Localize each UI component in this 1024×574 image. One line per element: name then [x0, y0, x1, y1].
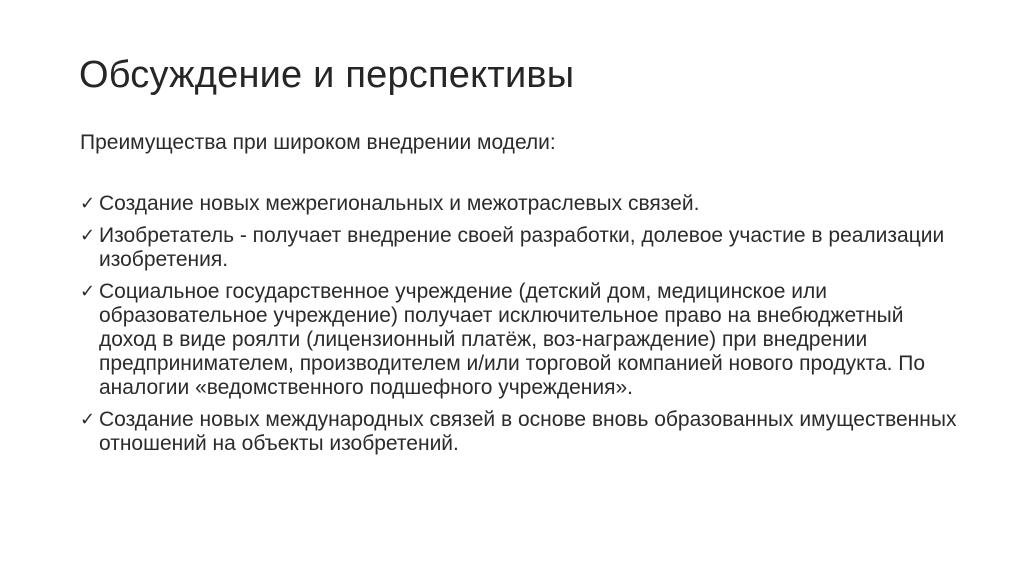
- list-item: [80, 408, 960, 456]
- check-icon: ✓: [80, 193, 96, 214]
- list-item: [80, 224, 960, 272]
- list-item-text: Социальное государственное учреждение (детский дом, медицинское или образовательное учреждение) получает исключительное право на внебюджетный доход в виде роялти (лицензионный платёж, воз-награждение) при внедрении предпринимателем, производителем и/или торговой компанией нового продукта. По аналогии «ведомственного подшефного учреждения».: [99, 280, 926, 399]
- check-icon: ✓: [80, 409, 96, 430]
- check-icon: ✓: [80, 281, 96, 302]
- advantages-list: [80, 192, 960, 464]
- list-item: [80, 280, 960, 400]
- check-icon: ✓: [80, 225, 96, 246]
- list-item-text: Создание новых межрегиональных и межотраслевых связей.: [99, 192, 700, 215]
- list-item-text: Изобретатель - получает внедрение своей разработки, долевое участие в реализации изобретения.: [99, 224, 945, 271]
- intro-text: Преимущества при широком внедрении модели:: [80, 131, 556, 154]
- slide-title: Обсуждение и перспективы: [79, 54, 575, 96]
- list-item: [80, 192, 960, 216]
- list-item-text: Создание новых международных связей в основе вновь образованных имущественных отношений на объекты изобретений.: [99, 408, 957, 455]
